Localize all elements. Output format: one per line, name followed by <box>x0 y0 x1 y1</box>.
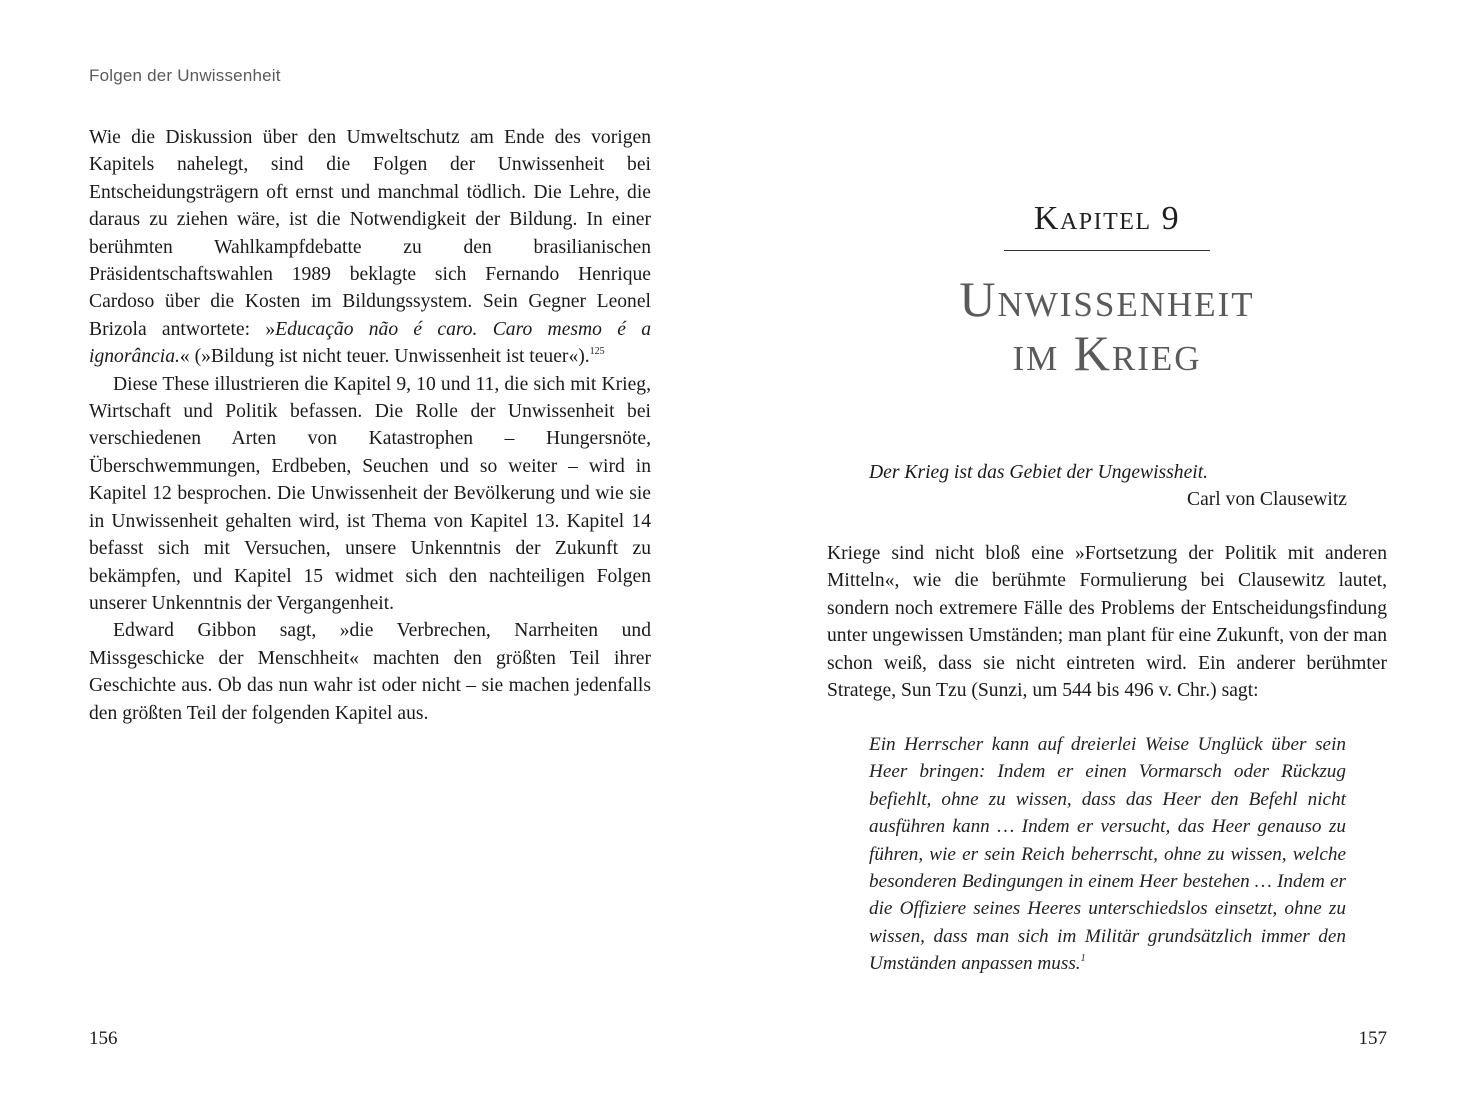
epigraph-quote: Der Krieg ist das Gebiet der Ungewissheit. <box>869 462 1209 483</box>
paragraph-1 <box>89 124 651 371</box>
chapter-title-line-1: Unwissenheit <box>959 271 1255 327</box>
chapter-label: Kapitel 9 <box>1033 200 1181 237</box>
portuguese-quote: Educação não é caro. Caro mesmo é a ignorância. <box>89 318 651 368</box>
sun-tzu-blockquote <box>869 731 1346 978</box>
paragraph-1-text-a: Wie die Diskussion über den Umweltschutz am Ende des vorigen Kapitels nahelegt, sind die Folgen der Unwissenheit bei Entscheidungsträgern oft ernst und manchmal tödlich. Die Lehre, die daraus zu ziehen wäre, ist die Notwendigkeit der Bildung. In einer berühmten Wahlkampfdebatte zu den brasilianischen Präsidentschaftswahlen 1989 beklagte sich Fernando Henrique Cardoso über die Kosten im Bildungssystem. Sein Gegner Leonel Brizola antwortete: » <box>89 127 651 340</box>
paragraph-2: Diese These illustrieren die Kapitel 9, 10 und 11, die sich mit Krieg, Wirtschaft und Politik befassen. Die Rolle der Unwissenheit bei verschiedenen Arten von Katastrophen – Hungersnöte, Überschwemmungen, Erdbeben, Seuchen und so weiter – wird in Kapitel 12 besprochen. Die Unwissenheit der Bevölkerung und wie sie in Unwissenheit gehalten wird, ist Thema von Kapitel 13. Kapitel 14 befasst sich mit Versuchen, unsere Unkenntnis der Zukunft zu bekämpfen, und Kapitel 15 widmet sich den nachteiligen Folgen unserer Unkenntnis der Vergangenheit. <box>89 373 651 614</box>
right-page <box>738 0 1476 1104</box>
chapter-title-line-2: im Krieg <box>1012 325 1202 381</box>
paragraph-3: Edward Gibbon sagt, »die Verbrechen, Narrheiten und Missgeschicke der Menschheit« machten den größten Teil ihrer Geschichte aus. Ob das nun wahr ist oder nicht – sie machen jedenfalls den größten Teil der folgenden Kapitel aus. <box>89 620 651 724</box>
epigraph <box>869 459 1347 514</box>
epigraph-author: Carl von Clausewitz <box>1187 489 1347 511</box>
chapter-divider <box>1004 250 1210 251</box>
right-paragraph-1: Kriege sind nicht bloß eine »Fortsetzung der Politik mit anderen Mitteln«, wie die berühmte Formulierung bei Clausewitz lautet, sondern noch extremere Fälle des Problems der Entscheidungsfindung unter ungewissen Umständen; man plant für eine Zukunft, von der man schon weiß, dass sie nicht eintreten wird. Ein anderer berühmter Stratege, Sun Tzu (Sunzi, um 544 bis 496 v. Chr.) sagt: <box>827 543 1387 702</box>
footnote-ref-1: 1 <box>1080 953 1086 965</box>
page-number-right: 157 <box>1358 1028 1387 1049</box>
chapter-title <box>738 272 1476 380</box>
paragraph-1-text-b: « (»Bildung ist nicht teuer. Unwissenheit ist teuer«). <box>179 346 590 368</box>
running-head: Folgen der Unwissenheit <box>89 66 281 85</box>
page-number-left: 156 <box>89 1028 118 1049</box>
blockquote-text: Ein Herrscher kann auf dreierlei Weise Unglück über sein Heer bringen: Indem er einen Vormarsch oder Rückzug befiehlt, ohne zu wissen, dass das Heer den Befehl nicht ausführen kann … Indem er versucht, das Heer genauso zu führen, wie er sein Reich beherrscht, ohne zu wissen, welche besonderen Bedingungen in einem Heer bestehen … Indem er die Offiziere seines Heeres unterschiedslos einsetzt, ohne zu wissen, dass man sich im Militär grundsätzlich immer den Umständen anpassen muss. <box>869 734 1346 975</box>
footnote-ref-125: 125 <box>589 346 605 358</box>
right-body-text <box>827 540 1387 704</box>
left-body-text <box>89 124 651 727</box>
